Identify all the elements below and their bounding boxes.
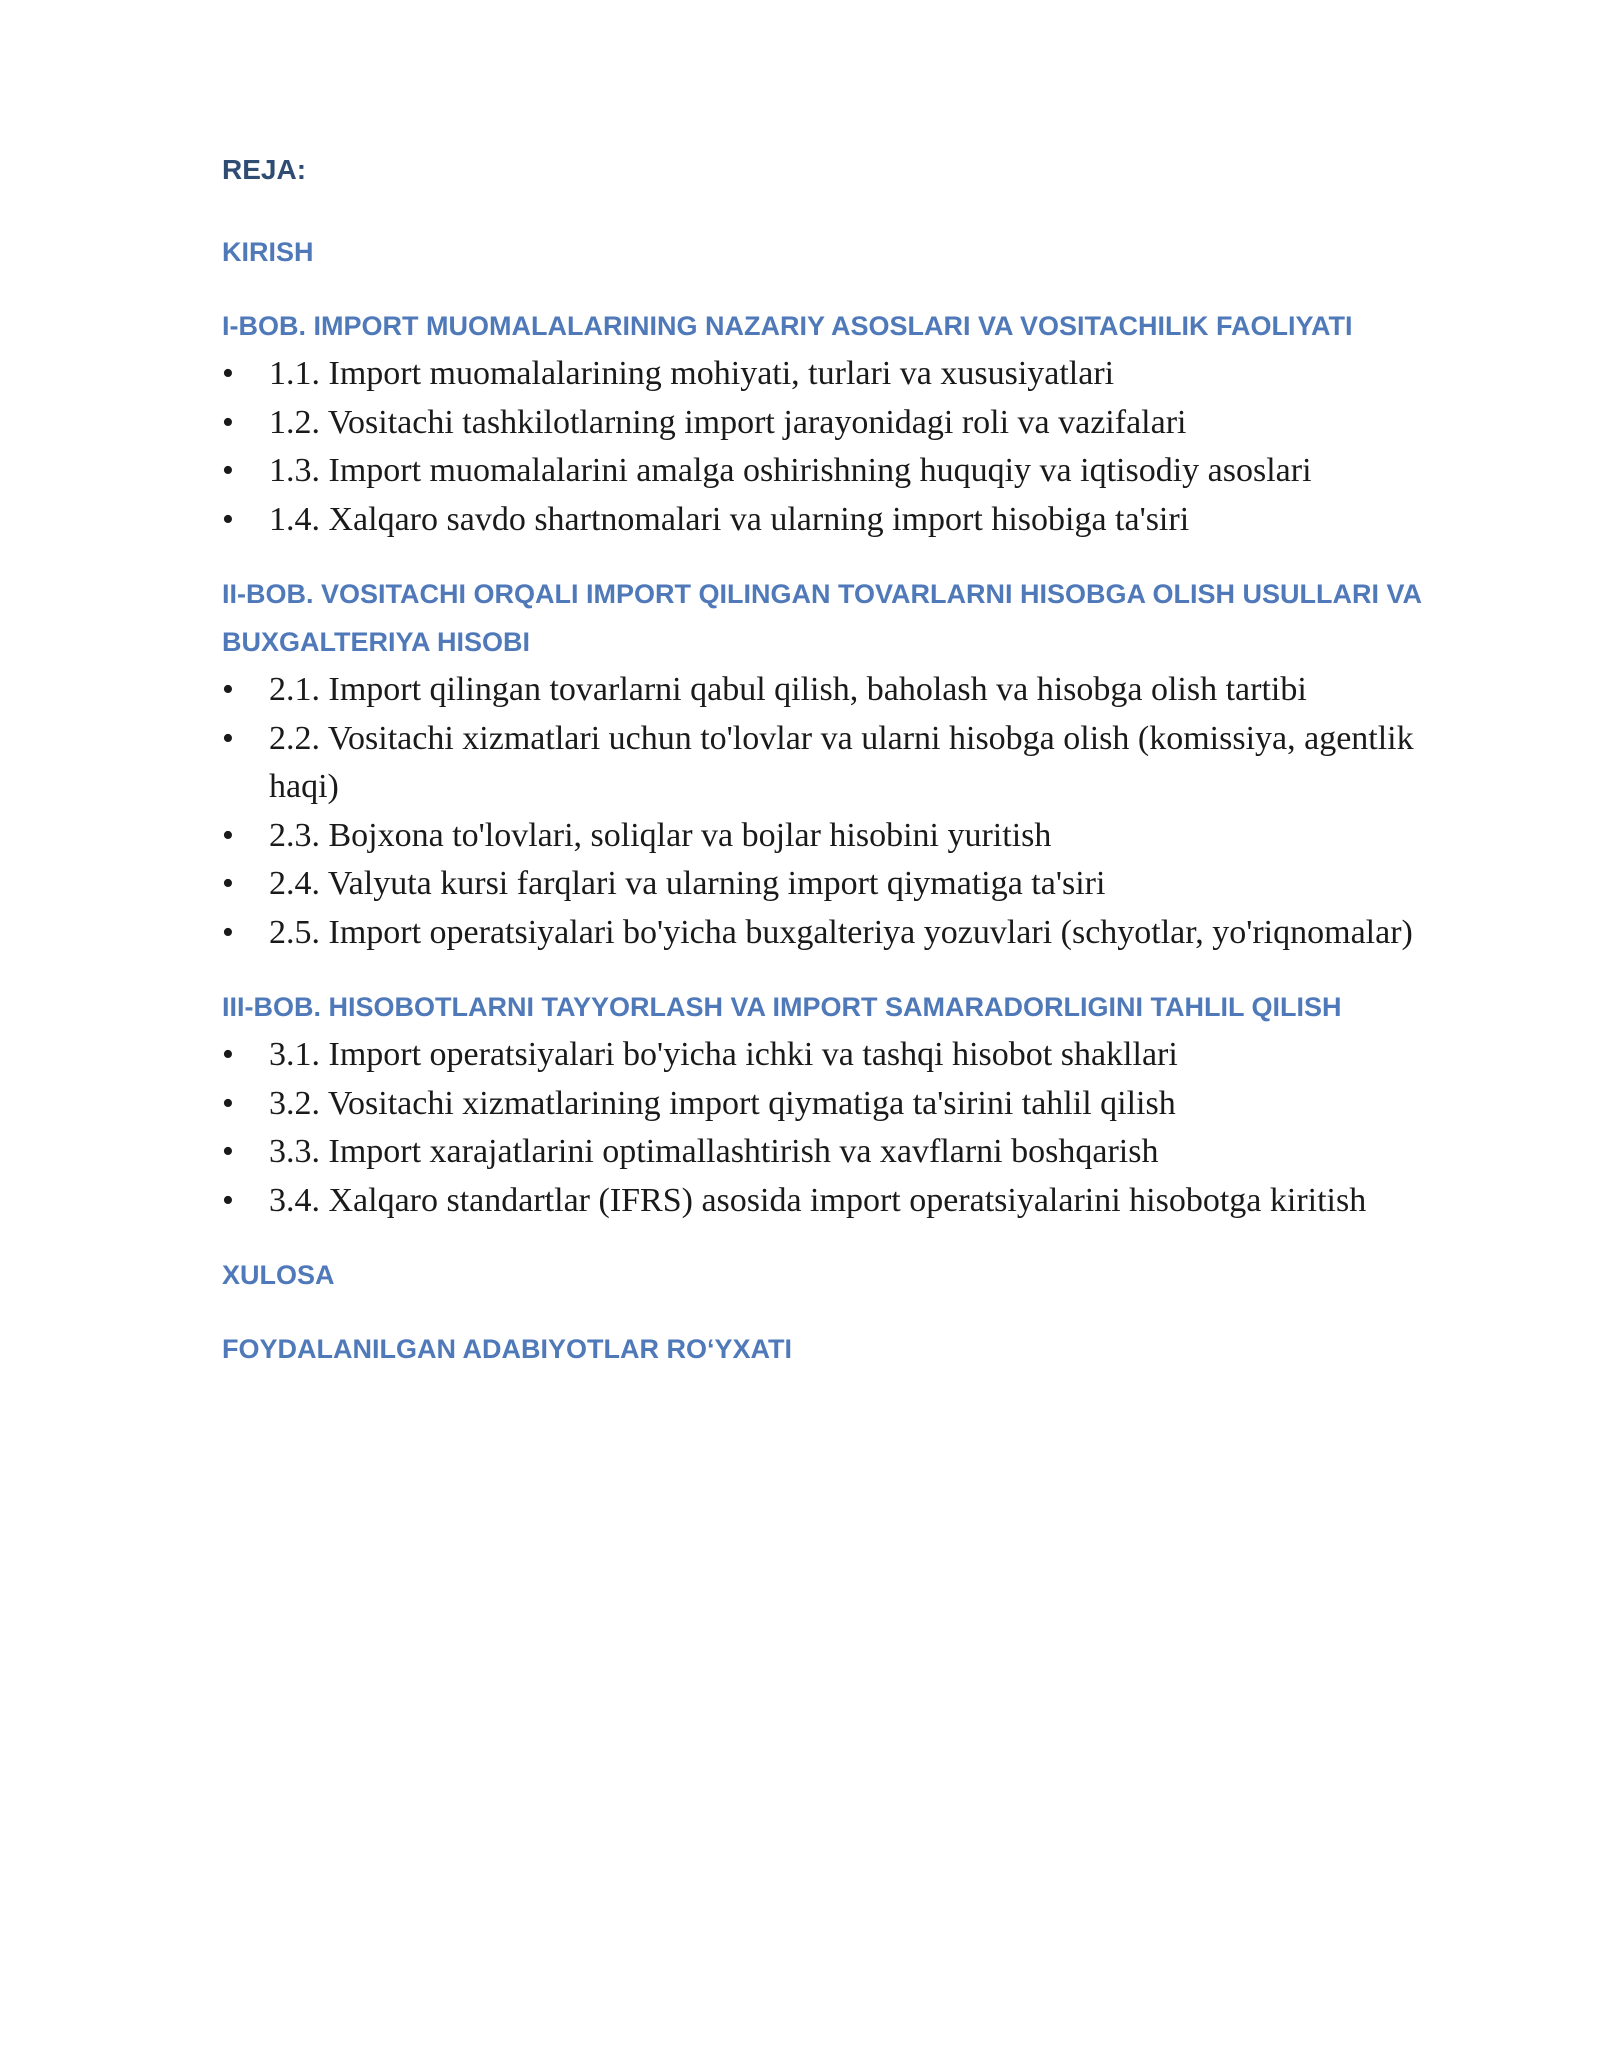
chapter-1-heading: I-BOB. IMPORT MUOMALALARINING NAZARIY ASOSLARI VA VOSITACHILIK FAOLIYATI: [222, 311, 1353, 341]
bullet-icon: •: [222, 355, 234, 392]
list-item-text: 3.4. Xalqaro standartlar (IFRS) asosida import operatsiyalarini hisobotga kiritish: [269, 1181, 1367, 1219]
bullet-icon: •: [222, 1181, 234, 1219]
bullet-icon: •: [222, 500, 234, 538]
bullet-icon: •: [222, 452, 234, 489]
list-item: [222, 1031, 1462, 1080]
chapter-3: [222, 983, 1462, 1225]
list-item: [222, 666, 1462, 715]
bullet-icon: •: [222, 719, 234, 757]
list-item: [222, 350, 1462, 399]
list-item-text: 2.4. Valyuta kursi farqlari va ularning import qiymatiga ta'siri: [269, 865, 1106, 902]
chapter-3-heading: III-BOB. HISOBOTLARNI TAYYORLASH VA IMPORT SAMARADORLIGINI TAHLIL QILISH: [222, 992, 1342, 1022]
chapter-1-list: [222, 350, 1462, 544]
chapter-2: [222, 570, 1462, 957]
bullet-icon: •: [222, 913, 234, 951]
list-item: [222, 715, 1462, 812]
references-heading: FOYDALANILGAN ADABIYOTLAR RO‘YXATI: [222, 1334, 792, 1364]
list-item-text: 2.1. Import qilingan tovarlarni qabul qilish, baholash va hisobga olish tartibi: [269, 671, 1307, 708]
list-item-text: 2.5. Import operatsiyalari bo'yicha buxgalteriya yozuvlari (schyotlar, yo'riqnomalar): [269, 913, 1413, 951]
list-item-text: 1.4. Xalqaro savdo shartnomalari va ularning import hisobiga ta'siri: [269, 500, 1190, 538]
list-item: [222, 1128, 1462, 1177]
list-item: [222, 860, 1462, 909]
chapter-1: [222, 302, 1462, 544]
list-item-text: 1.2. Vositachi tashkilotlarning import jarayonidagi roli va vazifalari: [269, 403, 1187, 441]
list-item-text: 3.3. Import xarajatlarini optimallashtirish va xavflarni boshqarish: [269, 1133, 1159, 1170]
bullet-icon: •: [222, 671, 234, 708]
bullet-icon: •: [222, 1084, 234, 1122]
list-item: [222, 447, 1462, 496]
list-item: [222, 496, 1462, 545]
chapter-2-heading: II-BOB. VOSITACHI ORQALI IMPORT QILINGAN TOVARLARNI HISOBGA OLISH USULLARI VA BUXGALTERIYA HISOBI: [222, 579, 1421, 657]
chapter-2-list: [222, 666, 1462, 957]
plan-title: REJA:: [222, 154, 307, 185]
list-item-text: 1.3. Import muomalalarini amalga oshirishning huquqiy va iqtisodiy asoslari: [269, 452, 1312, 489]
bullet-icon: •: [222, 1133, 234, 1170]
list-item-text: 2.3. Bojxona to'lovlari, soliqlar va bojlar hisobini yuritish: [269, 816, 1052, 854]
chapter-3-list: [222, 1031, 1462, 1225]
conclusion-heading: XULOSA: [222, 1260, 335, 1290]
list-item: [222, 1177, 1462, 1226]
document-page: [222, 150, 1462, 1373]
list-item-text: 3.1. Import operatsiyalari bo'yicha ichki va tashqi hisobot shakllari: [269, 1036, 1178, 1073]
list-item-text: 3.2. Vositachi xizmatlarining import qiymatiga ta'sirini tahlil qilish: [269, 1084, 1176, 1122]
list-item-text: 2.2. Vositachi xizmatlari uchun to'lovlar va ularni hisobga olish (komissiya, agentlik haqi): [269, 719, 1414, 805]
list-item: [222, 909, 1462, 958]
intro-heading: KIRISH: [222, 237, 314, 267]
list-item-text: 1.1. Import muomalalarining mohiyati, turlari va xususiyatlari: [269, 355, 1115, 392]
bullet-icon: •: [222, 865, 234, 902]
bullet-icon: •: [222, 816, 234, 854]
list-item: [222, 812, 1462, 861]
list-item: [222, 1080, 1462, 1129]
bullet-icon: •: [222, 403, 234, 441]
bullet-icon: •: [222, 1036, 234, 1073]
list-item: [222, 399, 1462, 448]
